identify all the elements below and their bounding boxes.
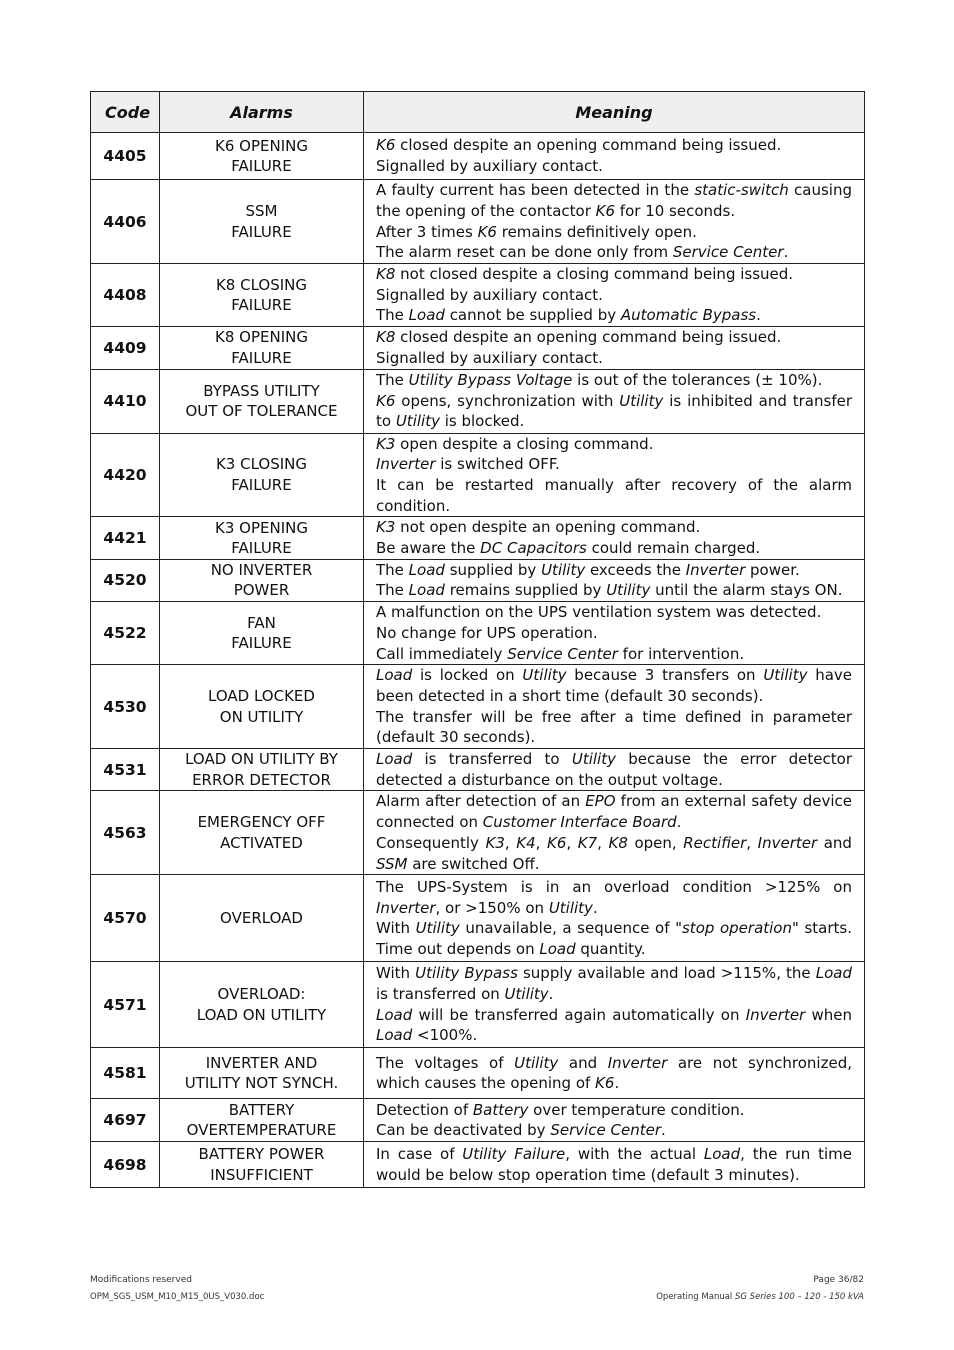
table-row	[91, 1142, 865, 1188]
meaning-paragraph: Signalled by auxiliary contact.	[376, 157, 603, 175]
alarm-name-line: ON UTILITY	[219, 707, 304, 726]
alarm-meaning	[364, 749, 865, 791]
alarm-meaning	[364, 180, 865, 264]
alarm-name	[160, 1099, 364, 1142]
meaning-paragraph: K3 open despite a closing command.	[376, 434, 654, 453]
alarm-meaning	[364, 1099, 865, 1142]
alarm-name	[160, 791, 364, 875]
alarm-name-line: ACTIVATED	[220, 833, 303, 852]
table-body	[91, 133, 865, 1188]
alarm-name-line: FAILURE	[231, 222, 292, 241]
alarm-code: 4520	[91, 559, 160, 601]
alarm-meaning	[364, 665, 865, 749]
alarm-name-line: FAILURE	[231, 475, 292, 494]
table-row	[91, 791, 865, 875]
meaning-paragraph: The voltages of Utility and Inverter are not synchronized, which causes the opening of K6.	[376, 1053, 852, 1093]
meaning-paragraph: Call immediately Service Center for intervention.	[376, 644, 745, 663]
alarm-name-line: INVERTER AND	[205, 1053, 318, 1072]
meaning-paragraph: K6 closed despite an opening command being issued.	[376, 136, 782, 155]
alarm-name-line: FAILURE	[231, 157, 292, 175]
table-row	[91, 327, 865, 369]
table-row	[91, 369, 865, 433]
alarm-name-line: BYPASS UTILITY	[203, 381, 320, 400]
alarm-name	[160, 517, 364, 559]
alarm-name-line: LOAD ON UTILITY BY	[185, 750, 338, 769]
alarm-name-line: OUT OF TOLERANCE	[185, 402, 338, 421]
table-row	[91, 1099, 865, 1142]
meaning-paragraph: No change for UPS operation.	[376, 623, 598, 642]
alarm-meaning	[364, 264, 865, 327]
alarm-name-line: UTILITY NOT SYNCH.	[184, 1074, 339, 1093]
meaning-paragraph: The transfer will be free after a time defined in parameter (default 30 seconds).	[376, 707, 852, 747]
alarm-name-line: BATTERY POWER	[198, 1145, 325, 1164]
alarm-name-line: FAILURE	[231, 348, 292, 367]
alarm-name-line: FAILURE	[231, 634, 292, 653]
alarm-name	[160, 369, 364, 433]
alarm-code: 4410	[91, 369, 160, 433]
table-row	[91, 602, 865, 665]
meaning-paragraph: K3 not open despite an opening command.	[376, 518, 701, 537]
alarm-meaning	[364, 369, 865, 433]
table-row	[91, 133, 865, 180]
header-meaning: Meaning	[364, 92, 865, 133]
alarm-meaning	[364, 327, 865, 369]
alarm-meaning	[364, 791, 865, 875]
alarm-name-line: K3 OPENING	[215, 518, 308, 537]
meaning-paragraph: It can be restarted manually after recovery of the alarm condition.	[376, 475, 852, 515]
alarm-code: 4563	[91, 791, 160, 875]
alarm-name-line: LOAD LOCKED	[208, 687, 315, 706]
alarm-name-line: OVERTEMPERATURE	[186, 1121, 337, 1140]
alarm-meaning	[364, 517, 865, 559]
meaning-paragraph: Be aware the DC Capacitors could remain charged.	[376, 539, 761, 558]
meaning-paragraph: With Utility unavailable, a sequence of "stop operation" starts. Time out depends on Load quantity.	[376, 919, 852, 958]
alarm-name-line: BATTERY	[228, 1100, 295, 1119]
meaning-paragraph: The Load supplied by Utility exceeds the Inverter power.	[376, 560, 800, 579]
table-row	[91, 962, 865, 1048]
meaning-paragraph: Signalled by auxiliary contact.	[376, 348, 603, 367]
alarm-meaning	[364, 1048, 865, 1099]
meaning-paragraph: Detection of Battery over temperature condition.	[376, 1100, 745, 1119]
table-row	[91, 517, 865, 559]
alarm-name-line: OVERLOAD:	[217, 985, 306, 1004]
meaning-paragraph: The alarm reset can be done only from Service Center.	[376, 243, 789, 262]
alarm-name-line: K3 CLOSING	[215, 455, 308, 474]
meaning-paragraph: The Load cannot be supplied by Automatic Bypass.	[376, 306, 761, 325]
meaning-paragraph: The Utility Bypass Voltage is out of the tolerances (± 10%).	[376, 370, 823, 389]
alarm-name-line: INSUFFICIENT	[210, 1165, 313, 1184]
alarm-meaning	[364, 433, 865, 517]
alarm-name	[160, 264, 364, 327]
meaning-paragraph: Signalled by auxiliary contact.	[376, 285, 603, 304]
alarm-code: 4406	[91, 180, 160, 264]
alarm-name-line: FAILURE	[231, 296, 292, 315]
alarm-code: 4581	[91, 1048, 160, 1099]
alarm-name-line: ERROR DETECTOR	[192, 770, 331, 789]
table-header-row	[91, 92, 865, 133]
footer-page-number: Page 36/82	[813, 1275, 864, 1285]
table-row	[91, 875, 865, 962]
alarm-name	[160, 327, 364, 369]
alarm-code: 4522	[91, 602, 160, 665]
alarm-code: 4405	[91, 133, 160, 180]
alarm-name-line: FAN	[247, 613, 276, 632]
alarm-code: 4420	[91, 433, 160, 517]
alarm-code: 4698	[91, 1142, 160, 1188]
alarm-name	[160, 665, 364, 749]
alarm-name	[160, 133, 364, 180]
alarm-name-line: LOAD ON UTILITY	[196, 1005, 327, 1024]
alarm-name-line: K8 CLOSING	[215, 275, 308, 294]
alarm-code: 4421	[91, 517, 160, 559]
meaning-paragraph: The Load remains supplied by Utility until the alarm stays ON.	[376, 581, 843, 600]
meaning-paragraph: Load will be transferred again automatically on Inverter when Load <100%.	[376, 1005, 852, 1045]
alarm-code: 4571	[91, 962, 160, 1048]
meaning-paragraph: Alarm after detection of an EPO from an external safety device connected on Customer Interface Board.	[376, 792, 852, 832]
meaning-paragraph: K8 not closed despite a closing command being issued.	[376, 265, 794, 283]
alarm-code: 4531	[91, 749, 160, 791]
alarm-meaning	[364, 133, 865, 180]
meaning-paragraph: Load is locked on Utility because 3 transfers on Utility have been detected in a short time (default 30 seconds).	[376, 666, 853, 705]
alarm-name	[160, 1142, 364, 1188]
alarm-name	[160, 749, 364, 791]
alarm-code: 4697	[91, 1099, 160, 1142]
meaning-paragraph: A faulty current has been detected in the static-switch causing the opening of the contactor K6 for 10 seconds.	[376, 181, 853, 220]
alarm-meaning	[364, 602, 865, 665]
meaning-paragraph: K8 closed despite an opening command being issued.	[376, 328, 782, 347]
alarm-meaning	[364, 1142, 865, 1188]
alarm-name-line: EMERGENCY OFF	[197, 813, 326, 832]
alarm-name	[160, 559, 364, 601]
table-row	[91, 433, 865, 517]
header-code: Code	[91, 92, 160, 133]
table-row	[91, 749, 865, 791]
meaning-paragraph: Can be deactivated by Service Center.	[376, 1121, 666, 1140]
table-row	[91, 559, 865, 601]
table-row	[91, 1048, 865, 1099]
meaning-paragraph: K6 opens, synchronization with Utility is inhibited and transfer to Utility is blocked.	[376, 391, 852, 431]
footer-manual-series: SG Series 100 – 120 - 150 kVA	[735, 1292, 864, 1302]
footer-manual-prefix: Operating Manual	[656, 1292, 735, 1302]
table-row	[91, 264, 865, 327]
meaning-paragraph: Consequently K3, K4, K6, K7, K8 open, Rectifier, Inverter and SSM are switched Off.	[376, 833, 852, 873]
alarm-name	[160, 602, 364, 665]
alarm-meaning	[364, 962, 865, 1048]
table-row	[91, 665, 865, 749]
alarm-name-line: NO INVERTER	[210, 560, 313, 579]
alarm-name	[160, 433, 364, 517]
meaning-paragraph: Load is transferred to Utility because the error detector detected a disturbance on the output voltage.	[376, 750, 852, 789]
alarm-meaning	[364, 875, 865, 962]
alarm-name	[160, 875, 364, 962]
footer-modifications: Modifications reserved	[90, 1275, 192, 1285]
alarm-name-line: K6 OPENING	[215, 136, 308, 155]
meaning-paragraph: With Utility Bypass supply available and load >115%, the Load is transferred on Utility.	[376, 964, 853, 1004]
alarm-code: 4408	[91, 264, 160, 327]
header-alarms: Alarms	[160, 92, 364, 133]
alarm-meaning	[364, 559, 865, 601]
footer-filename: OPM_SGS_USM_M10_M15_0US_V030.doc	[90, 1292, 265, 1302]
alarm-table	[90, 91, 865, 1188]
alarm-name-line: POWER	[233, 581, 290, 600]
table-row	[91, 180, 865, 264]
alarm-name-line: OVERLOAD	[220, 909, 303, 928]
alarm-name	[160, 962, 364, 1048]
alarm-name-line: FAILURE	[231, 539, 292, 558]
alarm-code: 4530	[91, 665, 160, 749]
footer-manual-title	[656, 1292, 864, 1302]
meaning-paragraph: In case of Utility Failure, with the actual Load, the run time would be below stop operation time (default 3 minutes).	[376, 1145, 852, 1184]
meaning-paragraph: A malfunction on the UPS ventilation system was detected.	[376, 603, 822, 622]
alarm-code: 4409	[91, 327, 160, 369]
alarm-name-line: SSM	[245, 202, 278, 220]
meaning-paragraph: Inverter is switched OFF.	[376, 455, 560, 474]
alarm-name	[160, 1048, 364, 1099]
alarm-code: 4570	[91, 875, 160, 962]
alarm-name	[160, 180, 364, 264]
alarm-name-line: K8 OPENING	[215, 328, 308, 347]
meaning-paragraph: After 3 times K6 remains definitively open.	[376, 222, 697, 241]
meaning-paragraph: The UPS-System is in an overload condition >125% on Inverter, or >150% on Utility.	[376, 877, 852, 917]
